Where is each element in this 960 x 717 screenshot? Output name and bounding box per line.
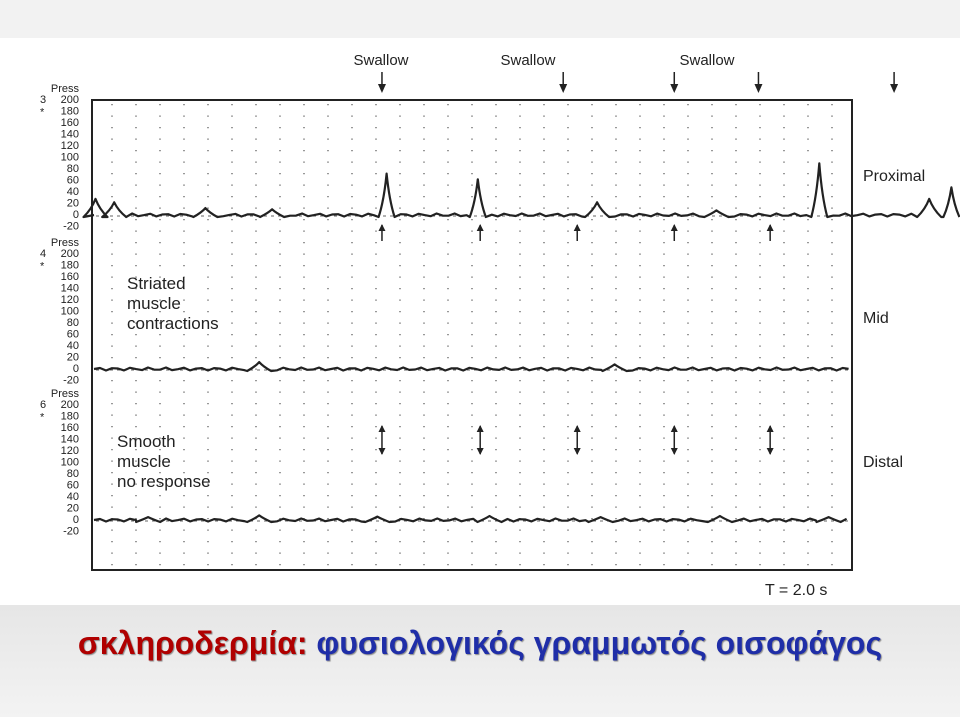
y-tick-label: -20 [63, 374, 79, 387]
y-tick-label: 200 [60, 399, 79, 411]
y-tick-label: -20 [63, 525, 79, 538]
y-tick-label: 0 [72, 514, 79, 526]
y-tick-label: 140 [60, 282, 79, 295]
striated-note-line3: contractions [127, 314, 219, 333]
press-label: Press [50, 237, 79, 249]
y-tick-label: 40 [66, 186, 79, 198]
y-tick-label: 80 [66, 468, 79, 480]
y-tick-label: 40 [66, 491, 79, 503]
channel-label-proximal: Proximal [863, 168, 926, 185]
manometry-chart [0, 38, 960, 605]
y-tick-label: -20 [63, 220, 79, 233]
y-tick-label: 200 [60, 248, 79, 260]
star-marker: * [40, 260, 45, 273]
channel-number: 6 [40, 399, 47, 411]
y-tick-label: 0 [72, 363, 79, 375]
top-band [0, 0, 960, 38]
y-tick-label: 80 [66, 163, 79, 175]
y-tick-label: 140 [60, 128, 79, 141]
y-tick-label: 80 [66, 317, 79, 329]
y-tick-label: 100 [60, 456, 79, 469]
channel-label-mid: Mid [863, 310, 889, 327]
y-tick-label: 180 [60, 410, 79, 423]
y-tick-label: 160 [60, 422, 79, 434]
star-marker: * [40, 106, 45, 119]
swallow-label: Swallow [500, 52, 556, 69]
y-tick-label: 20 [66, 197, 79, 210]
y-tick-label: 100 [60, 151, 79, 164]
star-marker: * [40, 411, 45, 424]
y-tick-label: 0 [72, 209, 79, 221]
slide-caption [0, 625, 960, 662]
channel-number: 4 [40, 248, 47, 260]
smooth-note-line2: muscle [117, 452, 171, 471]
channel-label-distal: Distal [863, 454, 904, 471]
caption-lead: σκληροδερμία: [77, 625, 308, 661]
channel-number: 3 [40, 94, 47, 106]
y-tick-label: 180 [60, 105, 79, 118]
y-tick-label: 100 [60, 305, 79, 318]
y-tick-label: 160 [60, 271, 79, 283]
smooth-note-line3: no response [117, 472, 211, 491]
time-scale: T = 2.0 s [765, 582, 828, 599]
y-tick-label: 40 [66, 340, 79, 352]
y-tick-label: 180 [60, 259, 79, 272]
manometry-figure [0, 38, 960, 605]
y-tick-label: 120 [60, 445, 79, 457]
y-tick-label: 60 [66, 174, 79, 187]
press-label: Press [50, 83, 79, 95]
y-tick-label: 140 [60, 433, 79, 446]
striated-note-line2: muscle [127, 294, 181, 313]
y-tick-label: 20 [66, 502, 79, 515]
y-tick-label: 200 [60, 94, 79, 106]
y-tick-label: 60 [66, 479, 79, 492]
y-tick-label: 60 [66, 328, 79, 341]
smooth-note-line1: Smooth [117, 432, 176, 451]
caption-rest: φυσιολογικός γραμμωτός οισοφάγος [307, 625, 883, 661]
y-tick-label: 20 [66, 351, 79, 364]
striated-note-line1: Striated [127, 274, 186, 293]
y-tick-label: 120 [60, 294, 79, 306]
press-label: Press [50, 388, 79, 400]
swallow-label: Swallow [679, 52, 735, 69]
y-tick-label: 160 [60, 117, 79, 129]
swallow-label: Swallow [353, 52, 409, 69]
y-tick-label: 120 [60, 140, 79, 152]
